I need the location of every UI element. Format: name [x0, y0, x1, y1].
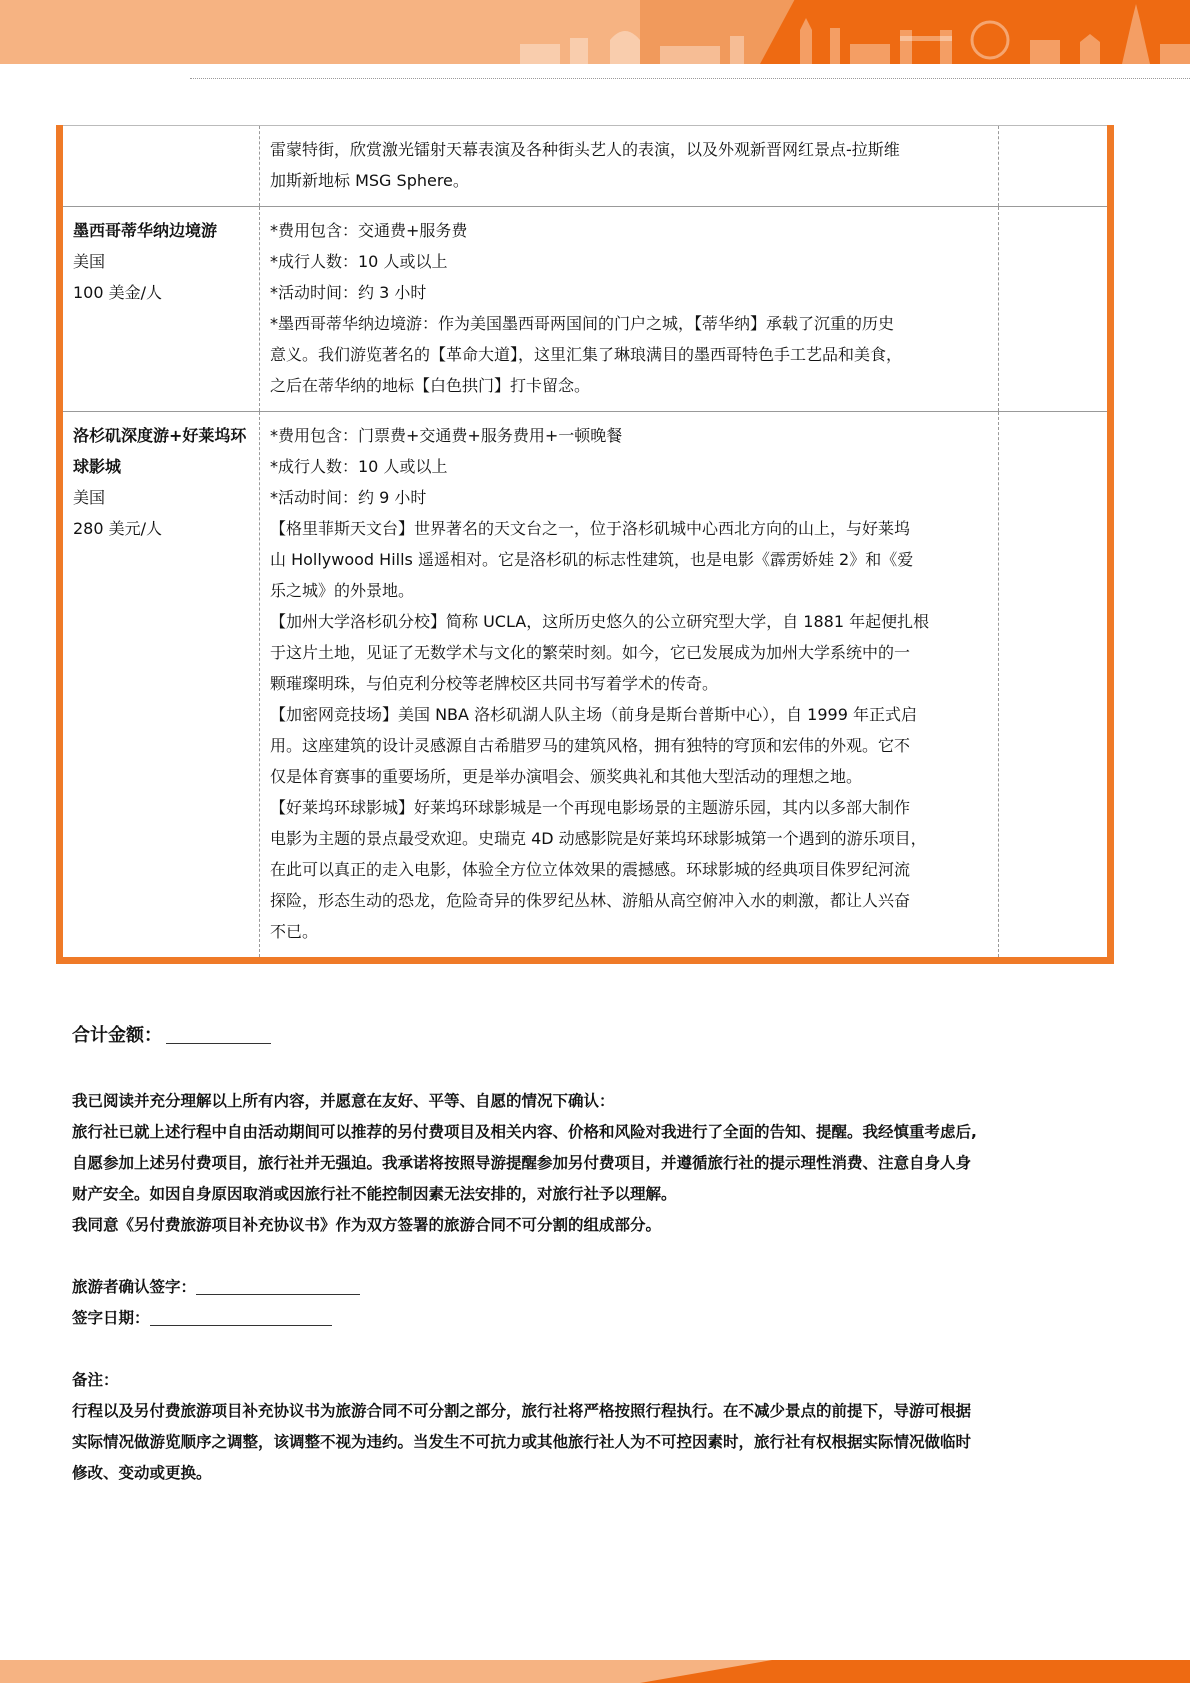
item-note-cell — [999, 207, 1108, 412]
signature-line — [72, 1272, 1122, 1303]
remark-label: 备注： — [72, 1371, 119, 1389]
description-line: *成行人数：10 人或以上 — [270, 252, 448, 271]
signature-label: 旅游者确认签字： — [72, 1278, 197, 1296]
table-row — [63, 207, 1107, 412]
item-title: 墨西哥蒂华纳边境游 — [73, 221, 218, 240]
date-label: 签字日期： — [72, 1309, 150, 1327]
remark-body-line: 实际情况做游览顺序之调整，该调整不视为违约。当发生不可抗力或其他旅行社人为不可控因素时，旅行社有权根据实际情况做临时 — [72, 1433, 972, 1451]
description-line: 不已。 — [270, 922, 319, 941]
remark-body-line: 修改、变动或更换。 — [72, 1464, 212, 1482]
confirm-intro: 我已阅读并充分理解以上所有内容，并愿意在友好、平等、自愿的情况下确认： — [72, 1092, 615, 1110]
total-amount-label: 合计金额： — [72, 1025, 162, 1046]
description-line: *活动时间：约 3 小时 — [270, 283, 427, 302]
item-description-cell — [260, 412, 999, 958]
signature-field[interactable] — [196, 1276, 360, 1295]
remark-body-line: 行程以及另付费旅游项目补充协议书为旅游合同不可分割之部分，旅行社将严格按照行程执行。在不减少景点的前提下，导游可根据 — [72, 1402, 972, 1420]
description-line: 用。这座建筑的设计灵感源自古希腊罗马的建筑风格，拥有独特的穹顶和宏伟的外观。它不 — [270, 736, 911, 755]
description-line: 【加密网竞技场】美国 NBA 洛杉矶湖人队主场（前身是斯台普斯中心），自 1999 年正式启 — [270, 705, 917, 724]
item-price: 100 美金/人 — [73, 283, 163, 302]
date-field[interactable] — [150, 1307, 332, 1326]
item-description-cell — [260, 126, 999, 207]
item-name-cell — [63, 207, 260, 412]
description-line: 【格里菲斯天文台】世界著名的天文台之一，位于洛杉矶城中心西北方向的山上，与好莱坞 — [270, 519, 911, 538]
description-line: 于这片土地，见证了无数学术与文化的繁荣时刻。如今，它已发展成为加州大学系统中的一 — [270, 643, 911, 662]
date-line — [72, 1303, 1122, 1334]
description-line: 仅是体育赛事的重要场所，更是举办演唱会、颁奖典礼和其他大型活动的理想之地。 — [270, 767, 863, 786]
item-description-cell — [260, 207, 999, 412]
description-line: 山 Hollywood Hills 遥遥相对。它是洛杉矶的标志性建筑，也是电影《霹雳娇娃 2》和《爱 — [270, 550, 914, 569]
page-footer-band — [0, 1660, 1190, 1683]
description-line: 颗璀璨明珠，与伯克利分校等老牌校区共同书写着学术的传奇。 — [270, 674, 719, 693]
description-line: *成行人数：10 人或以上 — [270, 457, 448, 476]
description-line: 雷蒙特街，欣赏激光镭射天幕表演及各种街头艺人的表演，以及外观新晋网红景点-拉斯维 — [270, 140, 900, 159]
header-dotted-rule — [190, 78, 1190, 79]
table-row — [63, 126, 1107, 207]
description-line: 乐之城》的外景地。 — [270, 581, 415, 600]
description-line: 电影为主题的景点最受欢迎。史瑞克 4D 动感影院是好莱坞环球影城第一个遇到的游乐项目， — [270, 829, 927, 848]
description-line: 加斯新地标 MSG Sphere。 — [270, 171, 469, 190]
agreement-statement: 我同意《另付费旅游项目补充协议书》作为双方签署的旅游合同不可分割的组成部分。 — [72, 1216, 662, 1234]
description-line: 之后在蒂华纳的地标【白色拱门】打卡留念。 — [270, 376, 591, 395]
confirm-body-line: 财产安全。如因自身原因取消或因旅行社不能控制因素无法安排的，对旅行社予以理解。 — [72, 1185, 677, 1203]
description-line: 【加州大学洛杉矶分校】简称 UCLA，这所历史悠久的公立研究型大学，自 1881 年起便扎根 — [270, 612, 930, 631]
table-row — [63, 412, 1107, 958]
description-line: *费用包含：交通费+服务费 — [270, 221, 468, 240]
description-line: 在此可以真正的走入电影，体验全方位立体效果的震撼感。环球影城的经典项目侏罗纪河流 — [270, 860, 911, 879]
confirm-body-line: 自愿参加上述另付费项目，旅行社并无强迫。我承诺将按照导游提醒参加另付费项目，并遵循旅行社的提示理性消费、注意自身人身 — [72, 1154, 972, 1172]
itinerary-table — [56, 125, 1114, 964]
description-line: 【好莱坞环球影城】好莱坞环球影城是一个再现电影场景的主题游乐园，其内以多部大制作 — [270, 798, 911, 817]
total-amount-line — [72, 1018, 1122, 1054]
description-line: *活动时间：约 9 小时 — [270, 488, 427, 507]
confirm-body-line: 旅行社已就上述行程中自由活动期间可以推荐的另付费项目及相关内容、价格和风险对我进行了全面的告知、提醒。我经慎重考虑后, — [72, 1123, 977, 1141]
agreement-summary — [72, 1018, 1122, 1489]
item-name-cell — [63, 412, 260, 958]
footer-accent-band — [640, 1660, 1190, 1683]
item-title: 洛杉矶深度游+好莱坞环球影城 — [73, 426, 247, 476]
item-note-cell — [999, 412, 1108, 958]
description-line: 探险，形态生动的恐龙，危险奇异的侏罗纪丛林、游船从高空俯冲入水的刺激，都让人兴奋 — [270, 891, 911, 910]
total-amount-field[interactable] — [166, 1023, 271, 1044]
item-region: 美国 — [73, 252, 106, 271]
item-region: 美国 — [73, 488, 106, 507]
city-skyline-icon — [500, 0, 1190, 64]
page-header-band — [0, 0, 1190, 64]
description-line: *费用包含：门票费+交通费+服务费用+一顿晚餐 — [270, 426, 623, 445]
description-line: 意义。我们游览著名的【革命大道】，这里汇集了琳琅满目的墨西哥特色手工艺品和美食， — [270, 345, 903, 364]
item-note-cell — [999, 126, 1108, 207]
description-line: *墨西哥蒂华纳边境游：作为美国墨西哥两国间的门户之城，【蒂华纳】承载了沉重的历史 — [270, 314, 895, 333]
item-price: 280 美元/人 — [73, 519, 163, 538]
item-name-cell — [63, 126, 260, 207]
